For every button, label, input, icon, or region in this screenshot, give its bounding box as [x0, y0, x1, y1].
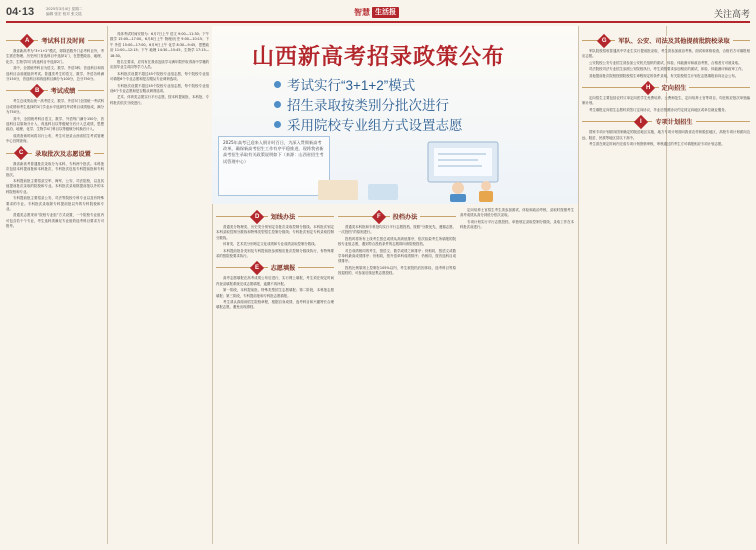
- intro-note: 2025年高考已迎来入倒计时百日，为深入贯彻新高考改革，确保新高考招生工作有序平稳推进，现将我省新高考招生录取有关政策说明如下（来源：山西省招生考试管理中心）: [218, 136, 330, 196]
- section-header-h: H 定向招生: [582, 82, 750, 93]
- section-letter: F: [372, 209, 386, 223]
- headline: 山西新高考招录政策公布: [252, 44, 506, 69]
- column-divider: [107, 26, 108, 544]
- section-header-c: C 录取批次及志愿设置: [6, 148, 104, 159]
- bullet-dot-icon: [274, 121, 281, 128]
- section-letter: D: [250, 209, 264, 223]
- header-rule: [6, 21, 750, 23]
- bullet-dot-icon: [274, 81, 281, 88]
- section-letter: B: [30, 84, 44, 98]
- page-header: [6, 4, 750, 22]
- section-title: 关注高考: [713, 9, 750, 19]
- section-header-i: I 专项计划招生: [582, 116, 750, 127]
- column-1: A 考试科目及时间 我省新高考为“3+1+2”模式，即除语数外门必考科目外，考生需在物理、历史两门首选科目中选择1门，在思想政治、地理、化学、生物学四门再选科目中选择2门。 其中，全国统考科目为语文、数学、外语3科；首选科目和再选科目由省级组织考试。普通类考生的语文、数学、外语各科满分150分，首选科目和再选科目满分为100分，总分750分。 B 考试成绩 考生总成绩由统一高考语文、数学、外语3门全国统一考试科目成绩和考生选择的3门学业水平选择性考试科目成绩组成，满分为750分。 其中，全国统考科目语文、数学、外语每门满分150分，首选科目以原始分计入，再选科目以等级赋分后计入总成绩，思想政治、地理、化学、生物学4门科目以等级赋分转换后计入。 成绩查询时间将另行公布，考生可登录山西省招生考试管理中心官网查询。 C 录取批次及志愿设置 我省新高考普通批次录取分为本科、专科两个批次。本科批次包括本科提前批和本科批次，专科批次包括专科提前批和专科批次。 本科提前批主要招录空军、海军、公安、司法院校，以及其他提前批次录取的院校和专业。本科批次录取除提前批以外的本科院校和专业。 专科提前批主要招录公安、司法等院校专科专业以及有特殊要求的专业。专科批次录取除专科提前批以外的专科院校和专业。 普通类志愿采用“院校专业组”方式设置，一个院校专业组内可包含若干个专业，考生选科须满足专业组的选考科目要求方可报考。: [6, 32, 104, 544]
- bullet-2: 招生录取按类别分批次进行: [274, 94, 449, 114]
- section-letter: G: [597, 33, 611, 47]
- section-letter: E: [250, 261, 264, 275]
- section-letter: I: [634, 115, 648, 129]
- headline-banner: [212, 26, 578, 204]
- page-number: 04·13: [6, 6, 35, 18]
- column-4: F 投档办法 普通类本科批和专科批均实行平行志愿投档，按照“分数优先、遵循志愿、一次投档”的原则进行。 投档时将所有上线考生按总成绩从高到低排序，依次检索考生所填报的院校专业组志愿，遇到符合投档条件的志愿即向该院校投档。 对总成绩相同的考生，按语文、数学成绩之和排序；仍相同，按语文或数学单科最高成绩排序；仍相同，按外语单科成绩排序；仍相同，按首选科目成绩排序。 投档比例原则上控制在105%以内，考生被投档后因体检、选考科目等原因退档的，可参加后续征集志愿投档。: [338, 208, 456, 544]
- newspaper-logo: 智慧 生活报: [354, 6, 399, 19]
- column-3: D 划线办法 普通类分物理类、历史类分别划定各批次录取控制分数线。本科批次划定本科录取控制分数线和特殊类型招生控制分数线；专科批次划定专科录取控制分数线。 体育类、艺术类分别划定文化成绩和专业成绩录取控制分数线。 本科提前批各类别及专科提前批参照相应批次控制分数线执行，有特殊要求的按院校要求执行。 E 志愿填报 高考志愿填报在高考成绩公布后进行，实行网上填报，考生须在规定时间内登录填报系统完成志愿填报，逾期不再补报。 第一阶段，本科提前批、特殊类型招生志愿填报；第二阶段，本科批志愿填报；第三阶段，专科提前批和专科批志愿填报。 考生须认真阅读招生院校章程，根据自身成绩、选考科目和兴趣特长合理填报志愿，避免出现滑档。: [216, 208, 334, 544]
- section-letter: H: [641, 80, 655, 94]
- section-header-a: A 考试科目及时间: [6, 35, 104, 46]
- column-right: G 军队、公安、司法及其他提前批院校录取 军队院校招收普通高中毕业生实行提前批录取，考生须参加政治考核、面试和体格检查，合格后方可填报相应志愿。 公安院校公安专业招生须参加公安机关组织的面试、体检、体能测评和政治考察，合格者方可被录取。 司法院校司法专业招生参照公安院校执行，考生须按要求参加相应的面试、体检、体能测评和政审工作。 其他提前批次院校按照院校招生章程规定的条件录取，有关院校招生计划在志愿填报前向社会公布。 H 定向招生 定向招生主要包括农村订单定向医学生免费培养、公费师范生、定向培养士官等项目，均在相应批次单独编制计划。 考生填报定向招生志愿时须签订定向协议，毕业后按照协议约定到定向地区或单位就业服务。 I 专项计划招生 国家专项计划面向国家确定的脱贫地区实施，地方专项计划面向我省农村和脱贫地区，高校专项计划面向边远、脱贫、民族等地区县以下高中。 考生须在规定时间内完成专项计划资格审核，审核通过的考生方可填报相应专项计划志愿。: [582, 32, 750, 544]
- section-letter: A: [20, 33, 34, 47]
- section-header-b: B 考试成绩: [6, 85, 104, 96]
- column-divider: [578, 26, 579, 544]
- column-2: 具体考试时间安排为：6月7日上午 语文 9:00—11:30；下午 数学 15:00—17:00。6月8日上午 物理/历史 9:00—10:15；下午 外语 15:00—17:00。6月9日上午 化学 8:30—9:45，思想政治 11:00—12:15；下午 地理 14:30—15:45，生物学 17:15—18:30。 报名生要求，应具有在我省连续学习满年限并取得高中学籍的应届毕业生或同等学力人员。 本科批次设置不超过45个院校专业组志愿，每个院校专业组可填报6个专业志愿和是否服从专业调剂选项。 专科批次设置不超过45个院校专业组志愿，每个院校专业组设6个专业志愿和是否服从调剂选项。 艺术、体育类志愿实行平行志愿，按本科提前批、本科批、专科批次依次分段进行。: [110, 32, 209, 105]
- bullet-dot-icon: [274, 101, 281, 108]
- students-illustration-icon: [308, 136, 518, 202]
- column-5: 定向培养士官招生考生须参加面试、体检和政治考核，录取时按照考生高考成绩从高分到低分依次录取。 专项计划实行平行志愿投档，单独划定录取控制分数线，录取工作在本科批次前进行。: [460, 208, 574, 230]
- section-header-e: E 志愿填报: [216, 262, 334, 273]
- bullet-1: 考试实行“3+1+2”模式: [274, 74, 415, 94]
- section-header-f: F 投档办法: [338, 211, 456, 222]
- section-header-d: D 划线办法: [216, 211, 334, 222]
- bullet-3: 采用院校专业组方式设置志愿: [274, 114, 463, 134]
- section-header-g: G 军队、公安、司法及其他提前批院校录取: [582, 35, 750, 46]
- page-meta: 2025年3月4日 星期二 编辑 张宏 校对 张文铭: [46, 7, 83, 16]
- section-letter: C: [14, 146, 28, 160]
